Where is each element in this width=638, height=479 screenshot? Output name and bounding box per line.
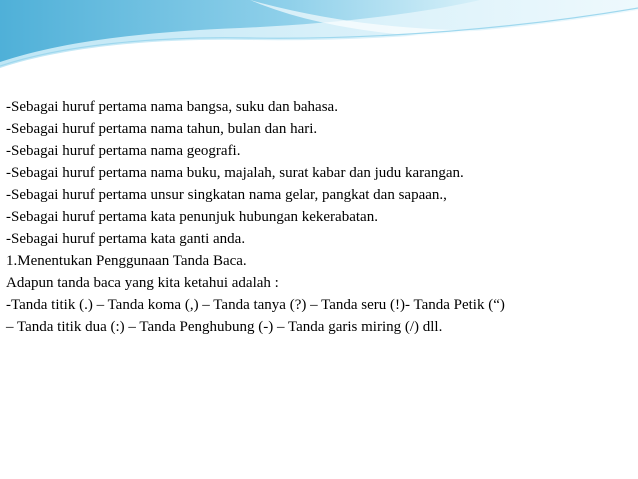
text-line: -Sebagai huruf pertama nama bangsa, suku dan bahasa.: [6, 99, 338, 115]
text-line: -Sebagai huruf pertama kata penunjuk hubungan kekerabatan.: [6, 209, 378, 225]
text-line: -Sebagai huruf pertama nama buku, majalah, surat kabar dan judu karangan.: [6, 165, 464, 181]
text-line: Adapun tanda baca yang kita ketahui adalah :: [6, 275, 279, 291]
text-line: -Tanda titik (.) – Tanda koma (,) – Tanda tanya (?) – Tanda seru (!)- Tanda Petik (“): [6, 297, 505, 313]
text-line: -Sebagai huruf pertama nama tahun, bulan dan hari.: [6, 121, 318, 137]
slide-body-text: [6, 96, 634, 338]
header-wave-decoration: [0, 0, 638, 80]
text-line: -Sebagai huruf pertama nama geografi.: [6, 143, 241, 159]
text-line: -Sebagai huruf pertama kata ganti anda.: [6, 231, 246, 247]
text-line: 1.Menentukan Penggunaan Tanda Baca.: [6, 253, 247, 269]
text-line: -Sebagai huruf pertama unsur singkatan nama gelar, pangkat dan sapaan.,: [6, 187, 447, 203]
text-line: – Tanda titik dua (:) – Tanda Penghubung (-) – Tanda garis miring (/) dll.: [6, 319, 443, 335]
